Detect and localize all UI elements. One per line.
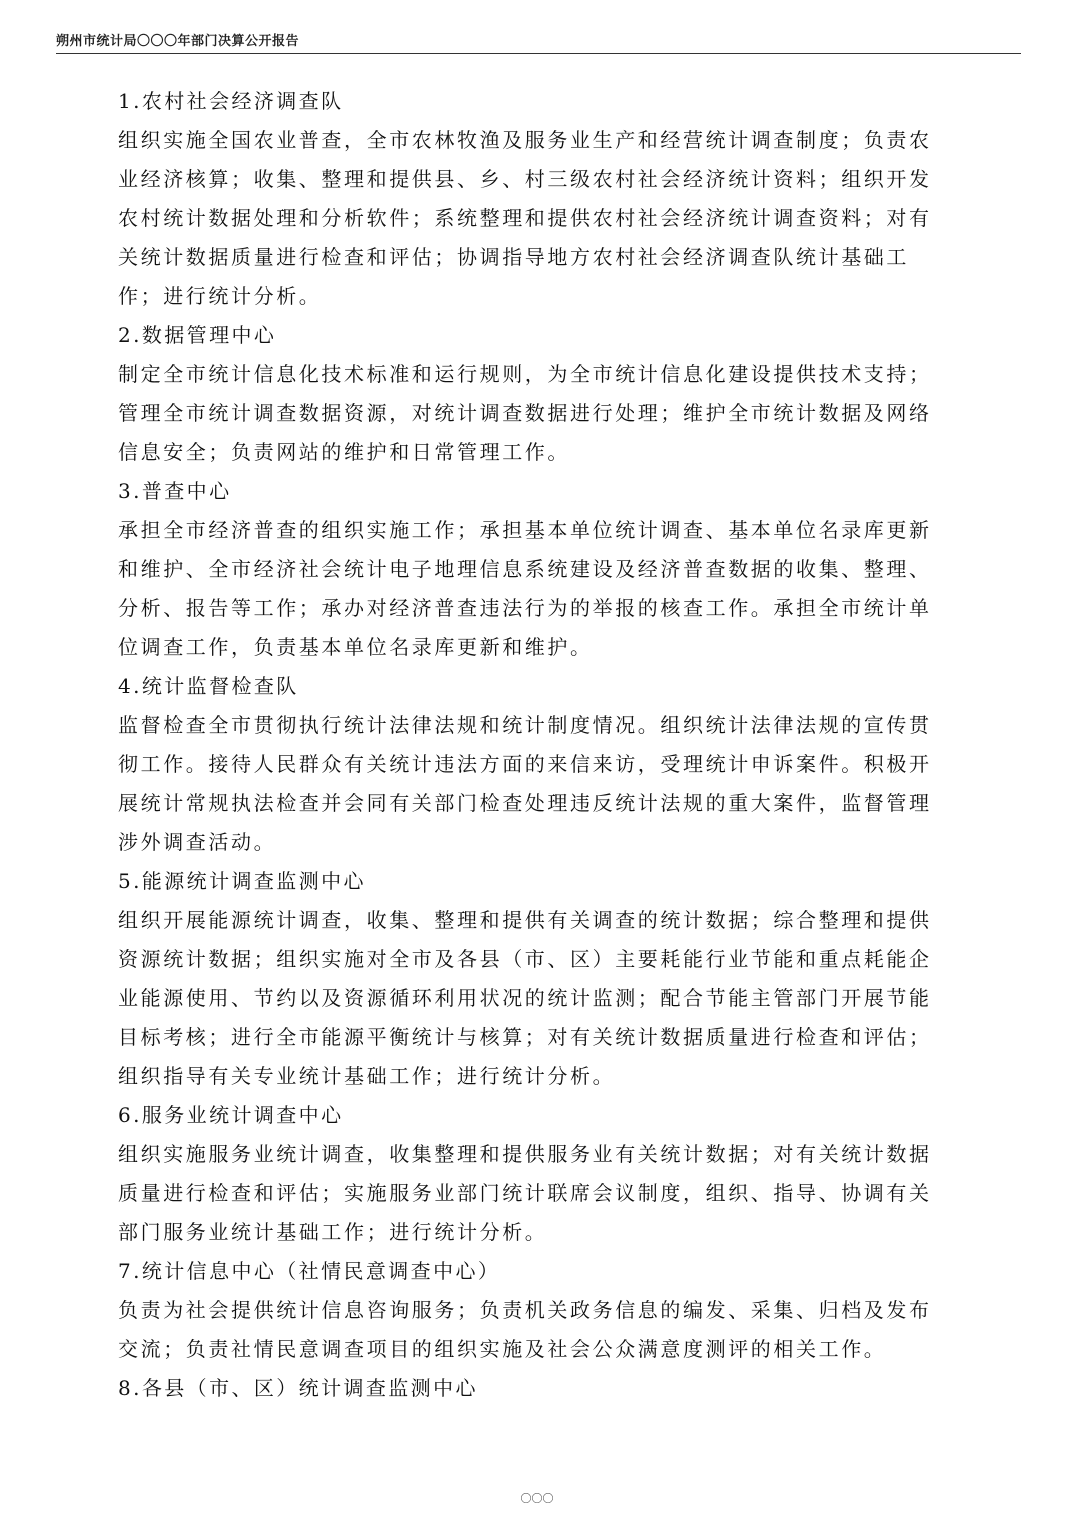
section-heading-supervision-team: 4.统计监督检查队 [118, 674, 299, 698]
paragraph-line: 信息安全；负责网站的维护和日常管理工作。 [118, 440, 570, 464]
paragraph-line: 质量进行检查和评估；实施服务业部门统计联席会议制度，组织、指导、协调有关 [118, 1181, 932, 1205]
section-heading-county-centers: 8.各县（市、区）统计调查监测中心 [118, 1376, 478, 1400]
paragraph-line: 作；进行统计分析。 [118, 284, 322, 308]
section-heading-data-management: 2.数据管理中心 [118, 323, 277, 347]
paragraph-line: 目标考核；进行全市能源平衡统计与核算；对有关统计数据质量进行检查和评估； [118, 1025, 932, 1049]
section-heading-service-center: 6.服务业统计调查中心 [118, 1103, 344, 1127]
paragraph-line: 管理全市统计调查数据资源，对统计调查数据进行处理；维护全市统计数据及网络 [118, 401, 932, 425]
paragraph-line: 监督检查全市贯彻执行统计法律法规和统计制度情况。组织统计法律法规的宣传贯 [118, 713, 932, 737]
paragraph-line: 和维护、全市经济社会统计电子地理信息系统建设及经济普查数据的收集、整理、 [118, 557, 932, 581]
header-divider [56, 53, 1021, 54]
page-number: 〇〇〇 [520, 1492, 554, 1505]
section-heading-info-center: 7.统计信息中心（社情民意调查中心） [118, 1259, 501, 1283]
paragraph-line: 资源统计数据；组织实施对全市及各县（市、区）主要耗能行业节能和重点耗能企 [118, 947, 932, 971]
paragraph-line: 彻工作。接待人民群众有关统计违法方面的来信来访，受理统计申诉案件。积极开 [118, 752, 932, 776]
paragraph-line: 组织开展能源统计调查，收集、整理和提供有关调查的统计数据；综合整理和提供 [118, 908, 932, 932]
paragraph-line: 交流；负责社情民意调查项目的组织实施及社会公众满意度测评的相关工作。 [118, 1337, 887, 1361]
paragraph-line: 业经济核算；收集、整理和提供县、乡、村三级农村社会经济统计资料；组织开发 [118, 167, 932, 191]
paragraph-line: 部门服务业统计基础工作；进行统计分析。 [118, 1220, 548, 1244]
document-body [118, 82, 943, 1408]
paragraph-line: 业能源使用、节约以及资源循环利用状况的统计监测；配合节能主管部门开展节能 [118, 986, 932, 1010]
paragraph-line: 承担全市经济普查的组织实施工作；承担基本单位统计调查、基本单位名录库更新 [118, 518, 932, 542]
paragraph-line: 农村统计数据处理和分析软件；系统整理和提供农村社会经济统计调查资料；对有 [118, 206, 932, 230]
paragraph-line: 涉外调查活动。 [118, 830, 277, 854]
paragraph-line: 组织指导有关专业统计基础工作；进行统计分析。 [118, 1064, 616, 1088]
paragraph-line: 展统计常规执法检查并会同有关部门检查处理违反统计法规的重大案件，监督管理 [118, 791, 932, 815]
page-header-title: 朔州市统计局〇〇〇年部门决算公开报告 [56, 34, 300, 49]
paragraph-line: 组织实施全国农业普查，全市农林牧渔及服务业生产和经营统计调查制度；负责农 [118, 128, 932, 152]
paragraph-line: 制定全市统计信息化技术标准和运行规则，为全市统计信息化建设提供技术支持； [118, 362, 932, 386]
paragraph-line: 组织实施服务业统计调查，收集整理和提供服务业有关统计数据；对有关统计数据 [118, 1142, 932, 1166]
section-heading-census-center: 3.普查中心 [118, 479, 232, 503]
section-heading-energy-center: 5.能源统计调查监测中心 [118, 869, 366, 893]
paragraph-line: 位调查工作，负责基本单位名录库更新和维护。 [118, 635, 593, 659]
paragraph-line: 负责为社会提供统计信息咨询服务；负责机关政务信息的编发、采集、归档及发布 [118, 1298, 932, 1322]
paragraph-line: 分析、报告等工作；承办对经济普查违法行为的举报的核查工作。承担全市统计单 [118, 596, 932, 620]
section-heading-rural-survey: 1.农村社会经济调查队 [118, 89, 344, 113]
paragraph-line: 关统计数据质量进行检查和评估；协调指导地方农村社会经济调查队统计基础工 [118, 245, 909, 269]
